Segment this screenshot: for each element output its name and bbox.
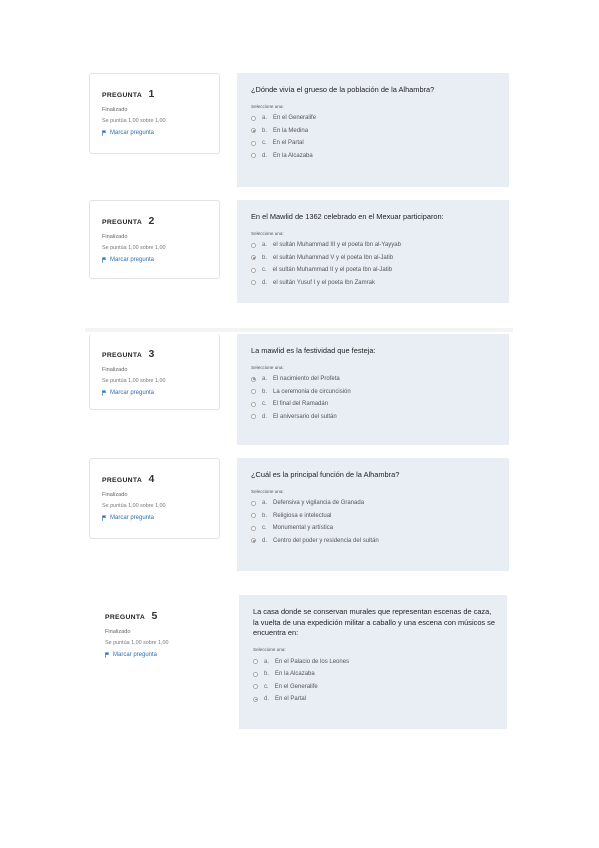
question-text: La mawlid es la festividad que festeja: [251, 346, 376, 355]
flag-question-link[interactable] [102, 390, 209, 396]
radio-button[interactable] [251, 116, 256, 121]
option-text: Monumental y artística [272, 525, 334, 532]
radio-button[interactable] [251, 268, 256, 273]
option-letter: c. [262, 401, 267, 408]
answer-option-b[interactable] [251, 509, 497, 522]
question-content-4 [237, 458, 509, 571]
question-grade: Se puntúa 1,00 sobre 1,00 [105, 640, 169, 646]
option-letter: c. [262, 140, 267, 147]
option-text: En el Generalife [273, 115, 317, 122]
question-title [102, 469, 209, 487]
flag-icon [102, 257, 107, 263]
radio-button-checked[interactable] [251, 255, 256, 260]
question-content-2 [237, 200, 509, 303]
question-number: 2 [148, 215, 155, 227]
answer-option-b[interactable] [251, 124, 497, 137]
question-info-3 [89, 334, 220, 410]
flag-label: Marcar pregunta [110, 390, 155, 396]
question-text: En el Mawlid de 1362 celebrado en el Mexuar participaron: [251, 212, 444, 221]
option-text: El final del Ramadán [272, 401, 329, 408]
option-letter: a. [262, 500, 268, 507]
option-text: La ceremonia de circuncisión [273, 388, 351, 395]
radio-button-checked[interactable] [251, 128, 256, 133]
radio-button[interactable] [253, 672, 258, 677]
option-letter: b. [262, 388, 268, 395]
question-text: La casa donde se conservan murales que representan escenas de caza, la vuelta de una expedición militar a caballo y una escena con músicos se encuentra en: [253, 607, 495, 638]
option-text: el sultán Muhammad V y el poeta Ibn al-Jatib [273, 254, 394, 261]
answer-option-a[interactable] [251, 112, 497, 125]
flag-question-link[interactable] [105, 652, 214, 658]
question-number: 3 [148, 348, 155, 360]
option-letter: d. [262, 279, 268, 286]
option-letter: b. [262, 512, 268, 519]
answer-option-d[interactable] [251, 535, 497, 548]
question-title [102, 84, 209, 102]
flag-label: Marcar pregunta [110, 257, 155, 263]
radio-button[interactable] [251, 153, 256, 158]
answer-option-b[interactable] [253, 668, 495, 681]
option-text: En la Alcazaba [273, 152, 313, 159]
option-text: Centro del poder y residencia del sultán [273, 537, 379, 544]
radio-button[interactable] [251, 280, 256, 285]
option-letter: b. [264, 671, 270, 678]
option-text: Religiosa e intelectual [273, 512, 332, 519]
option-text: En el Partal [275, 696, 307, 703]
radio-button-checked[interactable] [253, 697, 258, 702]
option-letter: a. [264, 658, 270, 665]
question-content-5 [239, 595, 507, 729]
radio-button[interactable] [251, 402, 256, 407]
flag-question-link[interactable] [102, 515, 209, 521]
answer-option-a[interactable] [251, 239, 497, 252]
option-text: En la Medina [273, 127, 309, 134]
flag-label: Marcar pregunta [113, 652, 158, 658]
option-letter: a. [262, 376, 268, 383]
answer-option-a[interactable] [253, 655, 495, 668]
answer-option-d[interactable] [251, 150, 497, 163]
option-letter: a. [262, 242, 268, 249]
answer-option-c[interactable] [251, 522, 497, 535]
radio-button[interactable] [251, 526, 256, 531]
flag-icon [102, 390, 107, 396]
question-label: PREGUNTA [102, 219, 143, 226]
radio-button-checked[interactable] [251, 377, 256, 382]
question-title [102, 211, 209, 229]
question-number: 1 [148, 88, 155, 100]
question-info-4 [89, 458, 220, 539]
question-label: PREGUNTA [102, 352, 143, 359]
radio-button[interactable] [251, 414, 256, 419]
option-text: En el Partal [272, 140, 304, 147]
question-number: 4 [148, 473, 155, 485]
option-text: el sultán Muhammad II y el poeta Ibn al-Jatib [272, 267, 393, 274]
question-state: Finalizado [105, 629, 131, 635]
flag-icon [102, 130, 107, 136]
answer-prompt: Seleccione una: [251, 230, 284, 236]
question-label: PREGUNTA [102, 92, 143, 99]
answer-option-c[interactable] [251, 137, 497, 150]
question-grade: Se puntúa 1,00 sobre 1,00 [102, 245, 166, 251]
answer-option-d[interactable] [251, 411, 497, 424]
flag-question-link[interactable] [102, 130, 209, 136]
option-text: El aniversario del sultán [273, 413, 337, 420]
flag-icon [102, 515, 107, 521]
answer-option-b[interactable] [251, 385, 497, 398]
option-text: En el Generalife [274, 683, 318, 690]
answer-option-c[interactable] [251, 264, 497, 277]
answer-option-a[interactable] [251, 373, 497, 386]
radio-button[interactable] [251, 389, 256, 394]
answer-option-d[interactable] [253, 693, 495, 706]
option-letter: a. [262, 115, 268, 122]
question-label: PREGUNTA [105, 614, 146, 621]
option-text: el sultán Muhammad III y el poeta Ibn al-Yayyab [273, 242, 401, 249]
radio-button-checked[interactable] [251, 538, 256, 543]
answer-prompt: Seleccione una: [251, 488, 284, 494]
option-text: El nacimiento del Profeta [273, 376, 340, 383]
flag-label: Marcar pregunta [110, 515, 155, 521]
flag-label: Marcar pregunta [110, 130, 155, 136]
option-text: En la Alcazaba [275, 671, 315, 678]
option-letter: b. [262, 127, 268, 134]
question-grade: Se puntúa 1,00 sobre 1,00 [102, 378, 166, 384]
radio-button[interactable] [253, 659, 258, 664]
flag-icon [105, 652, 110, 658]
question-grade: Se puntúa 1,00 sobre 1,00 [102, 503, 166, 509]
option-letter: b. [262, 254, 268, 261]
radio-button[interactable] [253, 684, 258, 689]
question-state: Finalizado [102, 492, 128, 498]
question-grade: Se puntúa 1,00 sobre 1,00 [102, 118, 166, 124]
option-text: el sultán Yusuf I y el poeta Ibn Zamrak [273, 279, 375, 286]
question-content-1 [237, 73, 509, 187]
answer-option-c[interactable] [253, 680, 495, 693]
option-letter: d. [262, 152, 268, 159]
answer-prompt: Seleccione una: [251, 103, 284, 109]
question-info-1 [89, 73, 220, 154]
answer-prompt: Seleccione una: [253, 647, 286, 653]
question-text: ¿Cuál es la principal función de la Alhambra? [251, 470, 400, 479]
question-state: Finalizado [102, 234, 128, 240]
option-text: Defensiva y vigilancia de Granada [273, 500, 365, 507]
question-content-3 [237, 334, 509, 445]
question-title [102, 344, 209, 362]
answer-option-b[interactable] [251, 251, 497, 264]
question-title [105, 606, 214, 624]
option-letter: d. [262, 413, 268, 420]
question-info-2 [89, 200, 220, 279]
answer-option-d[interactable] [251, 277, 497, 290]
flag-question-link[interactable] [102, 257, 209, 263]
option-letter: c. [264, 683, 269, 690]
page-divider [85, 328, 513, 332]
option-letter: d. [262, 537, 268, 544]
radio-button[interactable] [251, 141, 256, 146]
radio-button[interactable] [251, 513, 256, 518]
question-state: Finalizado [102, 107, 128, 113]
answer-prompt: Seleccione una: [251, 364, 284, 370]
question-info-5 [92, 595, 225, 675]
question-label: PREGUNTA [102, 477, 143, 484]
option-letter: c. [262, 525, 267, 532]
option-text: En el Palacio de los Leones [275, 658, 350, 665]
option-letter: d. [264, 696, 270, 703]
question-number: 5 [151, 610, 158, 622]
question-state: Finalizado [102, 367, 128, 373]
question-text: ¿Dónde vivía el grueso de la población de la Alhambra? [251, 85, 435, 94]
answer-option-a[interactable] [251, 497, 497, 510]
option-letter: c. [262, 267, 267, 274]
radio-button[interactable] [251, 501, 256, 506]
answer-option-c[interactable] [251, 398, 497, 411]
radio-button[interactable] [251, 243, 256, 248]
